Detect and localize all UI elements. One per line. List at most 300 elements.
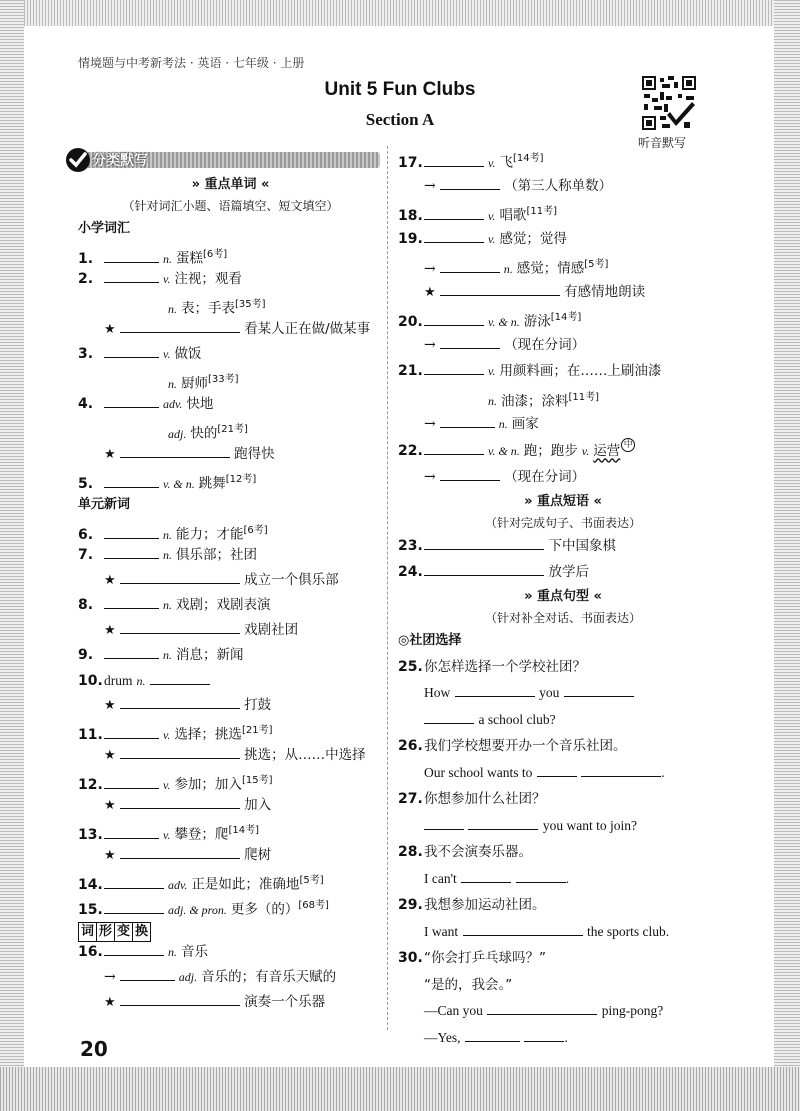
item-number: 25. bbox=[398, 658, 423, 675]
item-number: 6. bbox=[78, 526, 94, 543]
key-words-note: （针对词汇小题、语篇填空、短文填空） bbox=[122, 199, 339, 213]
answer-blank[interactable] bbox=[104, 343, 159, 358]
meaning: 俱乐部；社团 bbox=[176, 547, 257, 563]
star-icon: ★ bbox=[104, 447, 116, 462]
item-number: 30. bbox=[398, 950, 423, 966]
meaning: 演奏一个乐器 bbox=[244, 994, 326, 1010]
pos-label: adv. bbox=[168, 877, 188, 892]
item-12-star bbox=[78, 793, 383, 818]
meaning: 用颜料画；在……上刷油漆 bbox=[499, 363, 662, 379]
answer-blank[interactable] bbox=[104, 594, 159, 609]
item-number: 26. bbox=[398, 738, 423, 754]
pos-label: v. & n. bbox=[488, 443, 520, 458]
answer-blank[interactable] bbox=[461, 868, 511, 883]
answer-blank[interactable] bbox=[455, 682, 535, 697]
meaning: 厨师 bbox=[181, 375, 208, 392]
sentence-28 bbox=[398, 839, 728, 866]
checkmark-badge-icon bbox=[64, 146, 92, 174]
item-number: 28. bbox=[398, 844, 423, 860]
meaning: 游泳 bbox=[523, 313, 551, 330]
pos-label: n. bbox=[163, 598, 172, 612]
sentence-cn: 我想参加运动社团。 bbox=[424, 897, 546, 913]
exam-note: [6考] bbox=[243, 525, 268, 536]
item-3 bbox=[78, 342, 383, 367]
meaning: 能力；才能 bbox=[176, 526, 244, 543]
item-number: 2. bbox=[78, 271, 94, 287]
item-14 bbox=[78, 868, 383, 893]
answer-blank[interactable] bbox=[468, 815, 538, 830]
meaning: 戏剧；戏剧表演 bbox=[176, 597, 271, 613]
pos-label: v. bbox=[163, 347, 171, 361]
meaning: 油漆；涂料 bbox=[501, 393, 569, 410]
item-16-star bbox=[78, 990, 383, 1015]
item-8-star bbox=[78, 618, 383, 643]
sentence-30 bbox=[398, 945, 728, 972]
item-4 bbox=[78, 392, 383, 417]
answer-blank[interactable] bbox=[120, 744, 240, 759]
meaning: 参加；加入 bbox=[174, 776, 242, 793]
banner-text: 分类默写 bbox=[92, 153, 148, 169]
item-number: 7. bbox=[78, 547, 94, 563]
item-19-arrow bbox=[398, 252, 728, 279]
answer-blank[interactable] bbox=[120, 694, 240, 709]
sentence-25-en2 bbox=[398, 707, 728, 734]
meaning: 放学后 bbox=[548, 564, 589, 580]
answer-blank[interactable] bbox=[120, 318, 240, 333]
exam-note: [35考] bbox=[235, 299, 266, 310]
exam-note: [6考] bbox=[203, 249, 228, 260]
sentence-en: I want bbox=[424, 923, 459, 939]
sentence-30-en2 bbox=[398, 1025, 728, 1052]
pos-label: v. bbox=[488, 208, 496, 223]
unit-title: Unit 5 Fun Clubs bbox=[324, 79, 476, 100]
meaning: 感觉；觉得 bbox=[499, 230, 567, 247]
club-choice-heading: ◎社团选择 bbox=[398, 632, 462, 648]
item-number: 13. bbox=[78, 826, 103, 843]
answer-blank[interactable] bbox=[463, 921, 583, 936]
pos-label: v. & n. bbox=[163, 476, 195, 491]
sentence-29-en bbox=[398, 919, 728, 946]
answer-blank[interactable] bbox=[424, 709, 474, 724]
star-icon: ★ bbox=[104, 698, 116, 713]
sentence-cn: 我不会演奏乐器。 bbox=[424, 844, 532, 860]
item-number: 14. bbox=[78, 876, 103, 893]
pos-label: v. bbox=[163, 827, 171, 842]
key-sentences-note: （针对补全对话、书面表达） bbox=[484, 610, 641, 625]
answer-blank[interactable] bbox=[120, 569, 240, 584]
answer-blank[interactable] bbox=[424, 311, 484, 326]
meaning: 音乐 bbox=[181, 944, 208, 960]
item-17-arrow bbox=[398, 173, 728, 200]
item-15 bbox=[78, 893, 383, 918]
star-icon: ★ bbox=[104, 573, 116, 588]
sentence-en: you bbox=[539, 685, 560, 700]
item-number: 15. bbox=[78, 901, 103, 918]
item-number: 23. bbox=[398, 537, 423, 554]
answer-blank[interactable] bbox=[440, 258, 500, 273]
word-forms-box bbox=[78, 922, 150, 940]
item-number: 11. bbox=[78, 726, 103, 743]
pos-label: adj. bbox=[178, 970, 198, 984]
item-20-arrow bbox=[398, 332, 728, 359]
item-19 bbox=[398, 226, 728, 253]
scan-edge-top bbox=[0, 0, 800, 26]
meaning: 更多（的） bbox=[230, 901, 299, 918]
pos-label: n. bbox=[136, 674, 146, 688]
sentence-en: I can't bbox=[424, 870, 457, 886]
meaning: 打鼓 bbox=[244, 697, 272, 713]
exam-note: [11考] bbox=[568, 391, 600, 403]
left-column bbox=[78, 146, 383, 1015]
page-number: 20 bbox=[80, 1037, 108, 1061]
pos-label: n. bbox=[163, 251, 172, 266]
item-22 bbox=[398, 438, 728, 465]
item-number: 24. bbox=[398, 564, 423, 580]
item-23 bbox=[398, 533, 728, 560]
sentence-en: . bbox=[565, 870, 570, 886]
meaning: 戏剧社团 bbox=[244, 622, 299, 638]
answer-blank[interactable] bbox=[440, 466, 500, 481]
item-24 bbox=[398, 559, 728, 586]
item-7 bbox=[78, 543, 383, 568]
sentence-28-en bbox=[398, 866, 728, 893]
answer-blank[interactable] bbox=[120, 991, 240, 1006]
section-banner bbox=[64, 146, 382, 174]
item-8 bbox=[78, 593, 383, 618]
sentence-en: —Can you bbox=[424, 1003, 483, 1018]
sentence-en: Our school wants to bbox=[424, 764, 533, 780]
sentence-25-en bbox=[398, 680, 728, 707]
answer-blank[interactable] bbox=[440, 413, 495, 428]
item-1 bbox=[78, 242, 383, 267]
item-11 bbox=[78, 718, 383, 743]
answer-blank[interactable] bbox=[424, 205, 484, 220]
word-forms-char: 形 bbox=[96, 922, 115, 942]
meaning: 下中国象棋 bbox=[548, 537, 616, 554]
answer-blank[interactable] bbox=[424, 561, 544, 576]
meaning: 注视；观看 bbox=[174, 271, 242, 287]
answer-blank[interactable] bbox=[104, 644, 159, 659]
key-phrases-heading: » 重点短语 « bbox=[524, 493, 602, 509]
word-forms-char: 变 bbox=[114, 922, 133, 942]
answer-blank[interactable] bbox=[104, 524, 159, 539]
item-2-star bbox=[78, 317, 383, 342]
meaning: 快地 bbox=[186, 396, 214, 412]
exam-note: [14考] bbox=[228, 825, 259, 836]
sentence-26-en bbox=[398, 760, 728, 787]
meaning: 做饭 bbox=[174, 346, 202, 362]
answer-blank[interactable] bbox=[424, 535, 544, 550]
key-sentences-heading: » 重点句型 « bbox=[524, 588, 602, 604]
meaning: 有感情地朗读 bbox=[564, 283, 646, 300]
book-header: 情境题与中考新考法 · 英语 · 七年级 · 上册 bbox=[78, 56, 305, 70]
meaning: 攀登；爬 bbox=[174, 826, 229, 843]
sentence-27 bbox=[398, 786, 728, 813]
sentence-27-en bbox=[398, 813, 728, 840]
primary-vocab-heading: 小学词汇 bbox=[78, 221, 131, 236]
meaning: 运营 bbox=[593, 442, 621, 459]
item-19-star bbox=[398, 279, 728, 306]
item-number: 22. bbox=[398, 442, 423, 459]
answer-blank[interactable] bbox=[104, 544, 159, 559]
meaning: 正是如此；准确地 bbox=[191, 876, 300, 893]
pos-label: n. bbox=[163, 548, 172, 562]
meaning: 爬树 bbox=[244, 847, 272, 863]
sentence-29 bbox=[398, 892, 728, 919]
item-number: 5. bbox=[78, 475, 94, 492]
item-number: 10. bbox=[78, 673, 103, 689]
answer-blank[interactable] bbox=[516, 868, 566, 883]
answer-blank[interactable] bbox=[120, 619, 240, 634]
item-5 bbox=[78, 467, 383, 492]
pos-label: adj. & pron. bbox=[168, 902, 227, 917]
answer-blank[interactable] bbox=[424, 152, 484, 167]
star-icon: ★ bbox=[104, 995, 116, 1010]
sentence-cn: “是的，我会。” bbox=[424, 976, 513, 993]
pos-label: v. bbox=[163, 727, 171, 742]
exam-note: [15考] bbox=[241, 775, 273, 786]
item-11-star bbox=[78, 743, 383, 768]
item-21-noun bbox=[398, 385, 728, 412]
item-12 bbox=[78, 768, 383, 793]
meaning: 挑选；从……中选择 bbox=[244, 747, 366, 763]
sentence-en: the sports club. bbox=[587, 923, 670, 939]
item-number: 16. bbox=[78, 944, 103, 960]
item-number: 18. bbox=[398, 207, 423, 224]
item-2 bbox=[78, 267, 383, 292]
meaning: 画家 bbox=[511, 416, 539, 432]
meaning: 选择；挑选 bbox=[174, 726, 242, 743]
item-4-star bbox=[78, 442, 383, 467]
pos-label: n. bbox=[168, 945, 177, 959]
item-6 bbox=[78, 518, 383, 543]
answer-blank[interactable] bbox=[465, 1027, 520, 1042]
arrow-right-icon: → bbox=[104, 969, 116, 985]
item-20 bbox=[398, 305, 728, 332]
item-18 bbox=[398, 199, 728, 226]
answer-blank[interactable] bbox=[104, 268, 159, 283]
scan-edge-right bbox=[774, 0, 800, 1111]
meaning: 唱歌 bbox=[499, 207, 527, 224]
item-2-noun bbox=[78, 292, 383, 317]
star-icon: ★ bbox=[104, 623, 116, 638]
answer-blank[interactable] bbox=[150, 670, 210, 685]
exam-note: [33考] bbox=[208, 374, 239, 385]
arrow-right-icon: → bbox=[424, 469, 436, 485]
pos-label: n. bbox=[168, 301, 177, 316]
answer-blank[interactable] bbox=[104, 874, 164, 889]
item-number: 9. bbox=[78, 647, 94, 663]
arrow-right-icon: → bbox=[424, 177, 436, 194]
scan-edge-left bbox=[0, 0, 24, 1111]
sentence-en: —Yes, bbox=[424, 1029, 461, 1045]
answer-blank[interactable] bbox=[424, 440, 484, 455]
pos-label: v. bbox=[488, 231, 496, 246]
pos-label: adj. bbox=[168, 426, 187, 441]
key-phrases-note: （针对完成句子、书面表达） bbox=[484, 515, 641, 530]
item-number: 27. bbox=[398, 791, 423, 807]
star-icon: ★ bbox=[104, 798, 116, 813]
item-17 bbox=[398, 146, 728, 173]
pos-label: n. bbox=[168, 376, 177, 391]
scan-edge-bottom bbox=[0, 1067, 800, 1111]
exam-note: [12考] bbox=[225, 474, 257, 485]
word: drum bbox=[104, 673, 133, 688]
pos-label: n. bbox=[498, 417, 508, 431]
item-21-arrow bbox=[398, 411, 728, 438]
answer-blank[interactable] bbox=[440, 334, 500, 349]
meaning: （现在分词） bbox=[504, 469, 586, 485]
meaning: 跑；跑步 bbox=[523, 442, 578, 459]
pos-label: v. bbox=[163, 777, 171, 792]
exam-note: [14考] bbox=[512, 153, 544, 164]
item-number: 4. bbox=[78, 396, 94, 412]
item-number: 3. bbox=[78, 346, 94, 362]
pos-label: n. bbox=[488, 394, 497, 409]
exam-note: [21考] bbox=[241, 725, 273, 736]
item-4-adj bbox=[78, 417, 383, 442]
star-icon: ★ bbox=[104, 322, 116, 337]
answer-blank[interactable] bbox=[104, 393, 159, 408]
star-icon: ★ bbox=[104, 848, 116, 863]
section-title: Section A bbox=[365, 110, 435, 129]
arrow-right-icon: → bbox=[424, 416, 436, 432]
qr-label: 听音默写 bbox=[638, 136, 687, 150]
answer-blank[interactable] bbox=[104, 248, 159, 263]
exam-note: [14考] bbox=[550, 312, 582, 323]
sentence-cn: 你想参加什么社团？ bbox=[424, 791, 546, 807]
meaning: 加入 bbox=[244, 797, 272, 813]
exam-note: [5考] bbox=[299, 875, 324, 886]
exam-note: [68考] bbox=[298, 900, 329, 911]
meaning: 跳舞 bbox=[198, 475, 226, 492]
sentence-26 bbox=[398, 733, 728, 760]
item-number: 1. bbox=[78, 250, 94, 267]
meaning: （第三人称单数） bbox=[504, 177, 613, 194]
answer-blank[interactable] bbox=[120, 443, 230, 458]
answer-blank[interactable] bbox=[104, 899, 164, 914]
star-icon: ★ bbox=[424, 284, 436, 300]
answer-blank[interactable] bbox=[424, 228, 484, 243]
sentence-en: How bbox=[424, 685, 451, 700]
meaning: 飞 bbox=[499, 154, 513, 171]
meaning: 消息；新闻 bbox=[176, 647, 244, 663]
item-22-arrow bbox=[398, 464, 728, 491]
pos-label: v. bbox=[163, 272, 171, 286]
meaning: 成立一个俱乐部 bbox=[244, 572, 339, 588]
pos-label: v. & n. bbox=[488, 314, 520, 329]
answer-blank[interactable] bbox=[524, 1027, 564, 1042]
answer-blank[interactable] bbox=[104, 724, 159, 739]
item-number: 12. bbox=[78, 776, 103, 793]
pos-label: v. bbox=[488, 364, 496, 378]
pos-label: n. bbox=[503, 261, 513, 276]
item-number: 19. bbox=[398, 230, 423, 247]
answer-blank[interactable] bbox=[424, 815, 464, 830]
sentence-en: . bbox=[661, 764, 665, 780]
right-column bbox=[398, 146, 728, 1051]
pos-label: v. bbox=[581, 443, 590, 458]
answer-blank[interactable] bbox=[120, 794, 240, 809]
answer-blank[interactable] bbox=[120, 966, 175, 981]
answer-blank[interactable] bbox=[487, 1000, 597, 1015]
answer-blank[interactable] bbox=[564, 682, 634, 697]
pos-label: v. bbox=[488, 155, 496, 170]
answer-blank[interactable] bbox=[440, 175, 500, 190]
item-3-noun bbox=[78, 367, 383, 392]
meaning: （现在分词） bbox=[504, 336, 586, 353]
pos-label: n. bbox=[163, 527, 172, 542]
pos-label: n. bbox=[163, 648, 172, 662]
circled-mark: 中 bbox=[621, 438, 635, 452]
sentence-cn: 你怎样选择一个学校社团？ bbox=[424, 658, 586, 675]
answer-blank[interactable] bbox=[581, 762, 661, 777]
item-number: 21. bbox=[398, 363, 423, 379]
qr-code-icon[interactable] bbox=[640, 74, 698, 132]
answer-blank[interactable] bbox=[104, 473, 159, 488]
meaning: 看某人正在做/做某事 bbox=[244, 321, 371, 337]
arrow-right-icon: → bbox=[424, 260, 436, 277]
answer-blank[interactable] bbox=[104, 941, 164, 956]
exam-note: [11考] bbox=[526, 206, 557, 217]
word-forms-char: 换 bbox=[132, 922, 151, 942]
sentence-30-en1 bbox=[398, 998, 728, 1025]
exam-note: [5考] bbox=[584, 259, 609, 270]
sentence-en: ping-pong? bbox=[601, 1003, 664, 1018]
item-21 bbox=[398, 358, 728, 385]
sentence-en: a school club? bbox=[478, 711, 556, 727]
unit-vocab-heading: 单元新词 bbox=[78, 497, 131, 512]
item-10 bbox=[78, 668, 383, 693]
answer-blank[interactable] bbox=[440, 281, 560, 296]
exam-note: [21考] bbox=[217, 424, 248, 435]
answer-blank[interactable] bbox=[424, 360, 484, 375]
answer-blank[interactable] bbox=[104, 774, 159, 789]
arrow-right-icon: → bbox=[424, 336, 436, 353]
meaning: 感觉；情感 bbox=[516, 260, 585, 277]
item-10-star bbox=[78, 693, 383, 718]
pos-label: adv. bbox=[163, 397, 183, 411]
item-7-star bbox=[78, 568, 383, 593]
answer-blank[interactable] bbox=[120, 844, 240, 859]
meaning: 蛋糕 bbox=[176, 250, 203, 267]
item-13-star bbox=[78, 843, 383, 868]
meaning: 跑得快 bbox=[234, 446, 275, 462]
item-13 bbox=[78, 818, 383, 843]
item-number: 17. bbox=[398, 154, 423, 171]
column-divider bbox=[387, 146, 388, 1030]
meaning: 音乐的；有音乐天赋的 bbox=[201, 969, 337, 985]
item-number: 29. bbox=[398, 897, 423, 913]
sentence-en: you want to join? bbox=[542, 817, 638, 833]
meaning: 表；手表 bbox=[181, 300, 235, 317]
sentence-30-cn2 bbox=[398, 972, 728, 999]
item-number: 20. bbox=[398, 313, 423, 330]
word-forms-char: 词 bbox=[78, 922, 97, 942]
answer-blank[interactable] bbox=[537, 762, 577, 777]
star-icon: ★ bbox=[104, 748, 116, 763]
sentence-25 bbox=[398, 654, 728, 681]
item-9 bbox=[78, 643, 383, 668]
item-number: 8. bbox=[78, 597, 94, 613]
key-words-heading: » 重点单词 « bbox=[191, 177, 270, 192]
sentence-cn: 我们学校想要开办一个音乐社团。 bbox=[424, 738, 627, 754]
item-16 bbox=[78, 940, 383, 965]
sentence-cn: “你会打乒乓球吗？” bbox=[424, 950, 546, 966]
sentence-en: . bbox=[564, 1029, 568, 1045]
meaning: 快的 bbox=[190, 425, 218, 442]
answer-blank[interactable] bbox=[104, 824, 159, 839]
